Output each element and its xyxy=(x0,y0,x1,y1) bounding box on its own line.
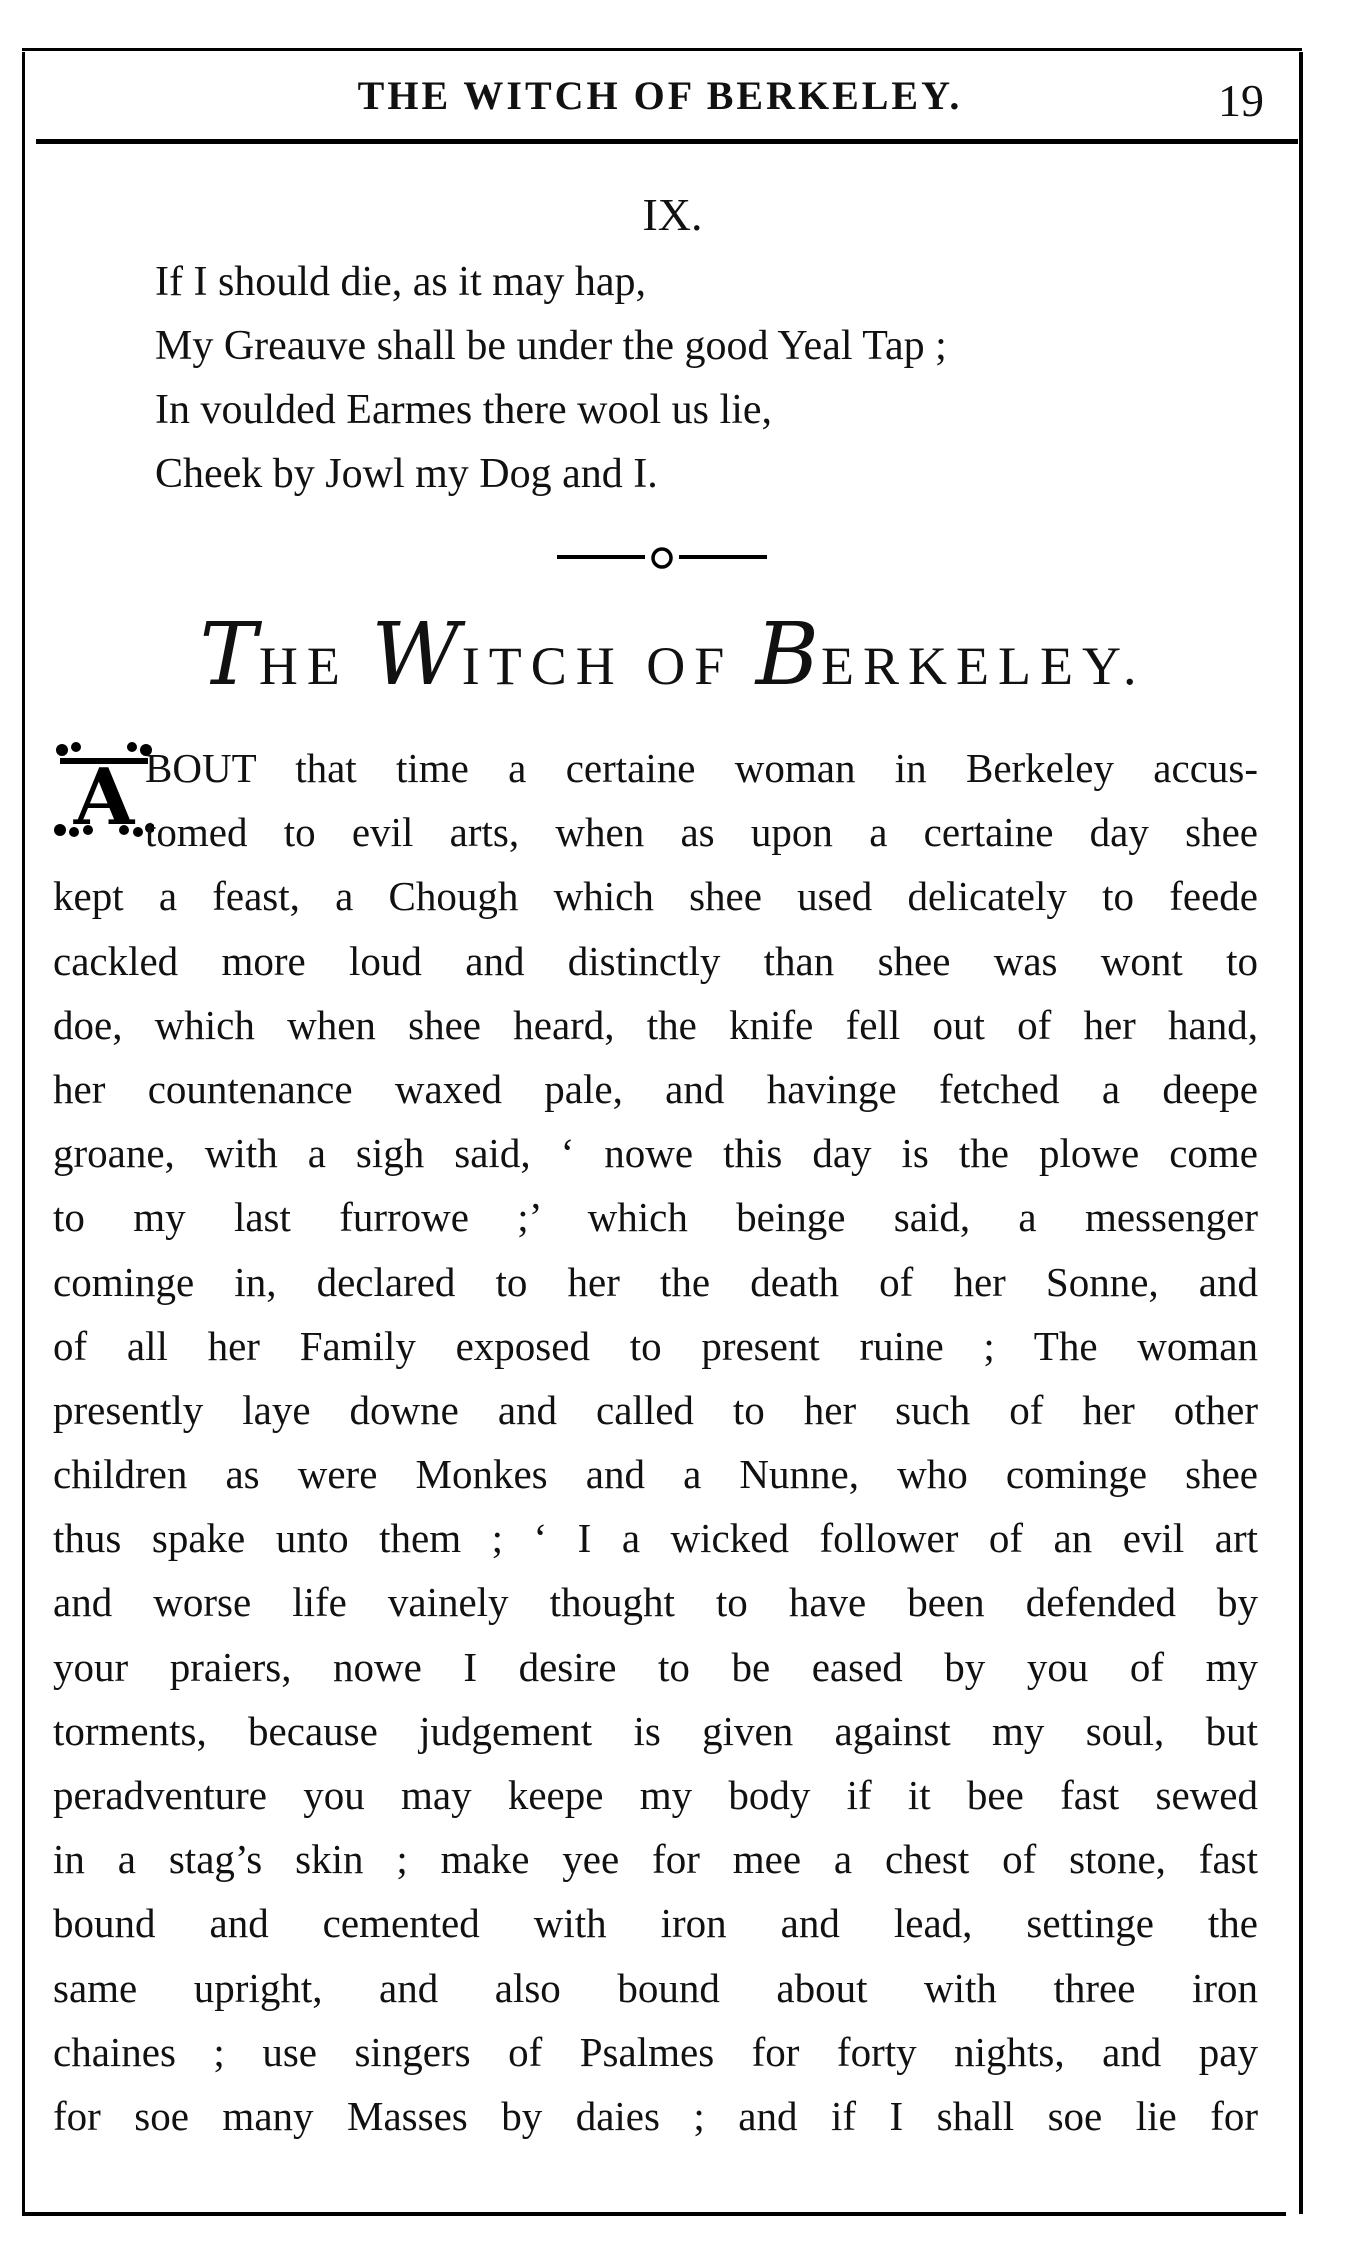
text-line: to my last furrowe ;’ which beinge said, a messenger xyxy=(53,1194,1258,1241)
section-divider-ornament xyxy=(557,540,767,570)
svg-text:A: A xyxy=(73,752,135,838)
text-line: in a stag’s skin ; make yee for mee a chest of stone, fast xyxy=(53,1836,1258,1883)
verse-line: My Greauve shall be under the good Yeal Tap ; xyxy=(155,323,947,369)
verse-line: In voulded Earmes there wool us lie, xyxy=(155,387,772,433)
text-line: and worse life vainely thought to have been defended by xyxy=(53,1579,1258,1626)
text-line: kept a feast, a Chough which shee used delicately to feede xyxy=(53,873,1258,920)
text-line: for soe many Masses by daies ; and if I shall soe lie for xyxy=(53,2092,1258,2139)
running-title: THE WITCH OF BERKELEY. xyxy=(357,73,963,118)
text-line: cackled more loud and distinctly than shee was wont to xyxy=(53,937,1258,984)
title-word: THE xyxy=(199,605,349,705)
text-line: doe, which when shee heard, the knife fell out of her hand, xyxy=(53,1001,1258,1048)
text-line: tomed to evil arts, when as upon a certaine day shee xyxy=(145,809,1258,856)
text-line: bound and cemented with iron and lead, settinge the xyxy=(53,1900,1258,1947)
text-line: chaines ; use singers of Psalmes for forty nights, and pay xyxy=(53,2028,1258,2075)
text-line: thus spake unto them ; ‘ I a wicked follower of an evil art xyxy=(53,1515,1258,1562)
title-word: OF xyxy=(646,636,734,696)
text-line: peradventure you may keepe my body if it bee fast sewed xyxy=(53,1772,1258,1818)
article-body xyxy=(53,736,1258,2148)
article-title xyxy=(0,605,1345,705)
text-line: of all her Family exposed to present ruine ; The woman xyxy=(53,1322,1258,1369)
text-line: her countenance waxed pale, and havinge fetched a deepe xyxy=(53,1065,1258,1112)
text-line: cominge in, declared to her the death of her Sonne, and xyxy=(53,1258,1258,1305)
page-number: 19 xyxy=(1218,75,1264,126)
verse-line: If I should die, as it may hap, xyxy=(155,259,647,305)
text-line: your praiers, nowe I desire to be eased by you of my xyxy=(53,1643,1258,1690)
stanza-number: IX. xyxy=(642,189,703,240)
title-word: WITCH xyxy=(371,605,624,705)
top-border-rule xyxy=(22,48,1302,51)
text-line: children as were Monkes and a Nunne, who cominge shee xyxy=(53,1451,1258,1498)
title-word: BERKELEY. xyxy=(755,605,1146,705)
header-rule xyxy=(36,139,1298,144)
stanza xyxy=(155,250,947,506)
text-line: BOUT that time a certaine woman in Berkeley accus- xyxy=(145,745,1258,791)
bottom-border-rule xyxy=(22,2212,1286,2216)
text-line: presently laye downe and called to her such of her other xyxy=(53,1386,1258,1433)
verse-line: Cheek by Jowl my Dog and I. xyxy=(155,451,658,497)
text-line: same upright, and also bound about with three iron xyxy=(53,1964,1258,2011)
text-line: groane, with a sigh said, ‘ nowe this day is the plowe come xyxy=(53,1130,1258,1177)
text-line: torments, because judgement is given against my soul, but xyxy=(53,1707,1258,1754)
